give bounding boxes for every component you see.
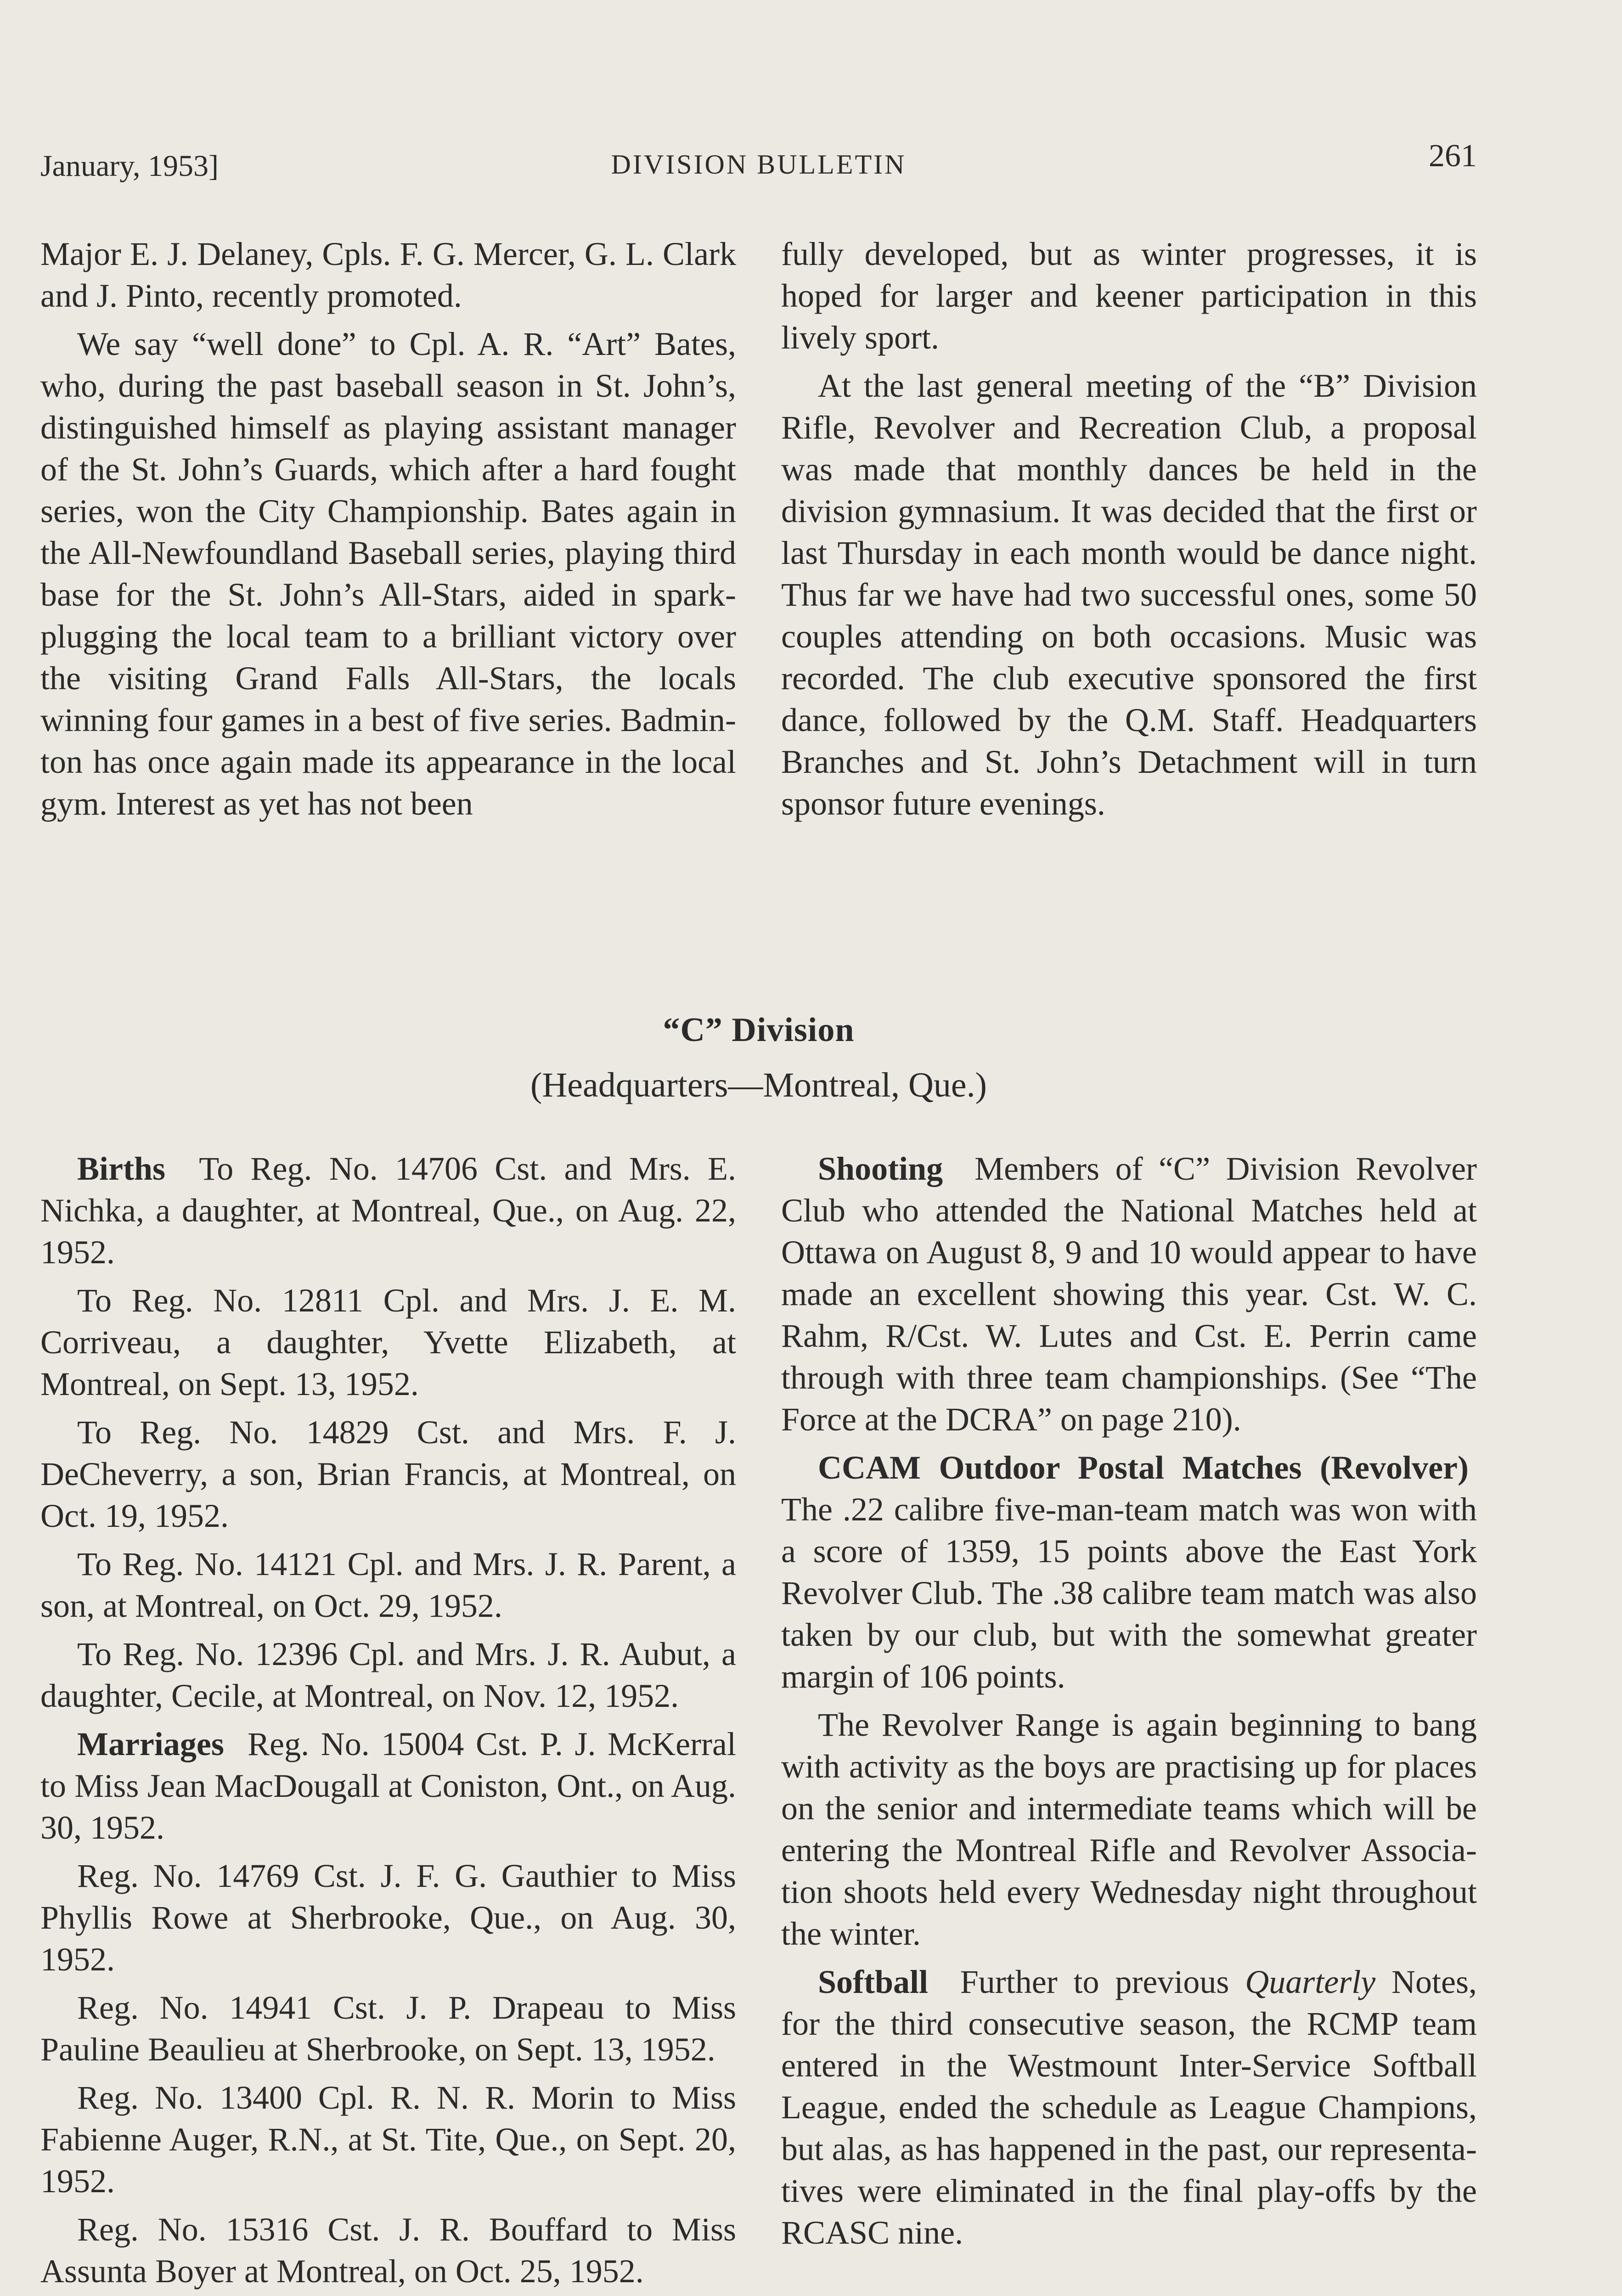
section-heading	[40, 1005, 1477, 1110]
birth-notice: To Reg. No. 14829 Cst. and Mrs. F. J. DeCheverry, a son, Brian Francis, at Montreal, on Oct. 19, 1952.	[40, 1414, 736, 1534]
top-right-column	[781, 233, 1477, 825]
top-left-column	[40, 233, 736, 825]
page-number: 261	[1429, 138, 1477, 174]
birth-notice: To Reg. No. 12811 Cpl. and Mrs. J. E. M. Corriveau, a daughter, Yvette Elizabeth, at Montreal, on Sept. 13, 1952.	[40, 1282, 736, 1402]
marriage-notice: Reg. No. 15316 Cst. J. R. Bouffard to Miss Assunta Boyer at Montreal, on Oct. 25, 1952.	[40, 2211, 736, 2290]
range-paragraph: The Revolver Range is again beginning to bang with activity as the boys are practising up for places on the senior and intermediate teams which will be entering the Montreal Rifle and Revolver Association shoots held every Wednesday night throughout the winter.	[781, 1706, 1477, 1952]
birth-notice: To Reg. No. 12396 Cpl. and Mrs. J. R. Aubut, a daughter, Cecile, at Montreal, on Nov. 12, 1952.	[40, 1636, 736, 1714]
paragraph: Major E. J. Delaney, Cpls. F. G. Mercer, G. L. Clark and J. Pinto, recently promoted.	[40, 236, 736, 314]
section-title: “C” Division	[663, 1011, 855, 1049]
softball-text: Notes, for the third consecutive season, the RCMP team entered in the Westmount Inter-Service Softball League, ended the schedule as League Champions, but alas, as has happened in the past, our representatives were eliminated in the final play-offs by the RCASC nine.	[781, 1964, 1477, 2251]
marriage-notice: Reg. No. 14769 Cst. J. F. G. Gauthier to Miss Phyllis Rowe at Sherbrooke, Que., on Aug. 30, 1952.	[40, 1857, 736, 1978]
marriage-notice: Reg. No. 14941 Cst. J. P. Drapeau to Miss Pauline Beaulieu at Sherbrooke, on Sept. 13, 1952.	[40, 1989, 736, 2068]
ccam-heading: CCAM Outdoor Postal Matches (Revolver)	[818, 1449, 1469, 1486]
bottom-right-column	[781, 1148, 1477, 2254]
paragraph: We say “well done” to Cpl. A. R. “Art” Bates, who, during the past baseball season in St. John’s, distinguished himself as playing assistant manager of the St. John’s Guards, which after a hard fought series, won the City Championship. Bates again in the All-Newfoundland Baseball series, playing third base for the St. John’s All-Stars, aided in spark-plugging the local team to a brilliant victory over the visiting Grand Falls All-Stars, the locals winning four games in a best of five series. Badminton has once again made its appearance in the local gym. Interest as yet has not been	[40, 326, 736, 822]
shooting-heading: Shooting	[818, 1150, 943, 1187]
births-text: To Reg. No. 14706 Cst. and Mrs. E. Nichka, a daughter, at Montreal, Que., on Aug. 22, 1952.	[40, 1150, 736, 1271]
issue-date: January, 1953]	[40, 149, 219, 183]
marriages-heading: Marriages	[77, 1726, 224, 1762]
softball-paragraph	[781, 1961, 1477, 2254]
shooting-paragraph	[781, 1148, 1477, 1441]
ccam-text: The .22 calibre five-man-team match was won with a score of 1359, 15 points above the East York Revolver Club. The .38 calibre team match was also taken by our club, but with the somewhat greater margin of 106 points.	[781, 1491, 1477, 1695]
section-subtitle: (Headquarters—Montreal, Que.)	[530, 1066, 987, 1104]
births-paragraph	[40, 1148, 736, 1273]
running-head	[40, 138, 1477, 193]
marriages-paragraph	[40, 1723, 736, 1849]
publication-title: DIVISION BULLETIN	[611, 149, 907, 180]
birth-notice: To Reg. No. 14121 Cpl. and Mrs. J. R. Parent, a son, at Montreal, on Oct. 29, 1952.	[40, 1546, 736, 1624]
ccam-paragraph	[781, 1447, 1477, 1698]
bottom-left-column	[40, 1148, 736, 2296]
marriages-text: Reg. No. 15004 Cst. P. J. McKerral to Miss Jean MacDougall at Coniston, Ont., on Aug. 30, 1952.	[40, 1726, 736, 1846]
marriage-notice: Reg. No. 13400 Cpl. R. N. R. Morin to Miss Fabienne Auger, R.N., at St. Tite, Que., on Sept. 20, 1952.	[40, 2079, 736, 2200]
paragraph: fully developed, but as winter progresses, it is hoped for larger and keener participation in this lively sport.	[781, 236, 1477, 356]
births-heading: Births	[77, 1150, 166, 1187]
softball-text-lead: Further to previous	[960, 1964, 1229, 2000]
paragraph: At the last general meeting of the “B” Division Rifle, Revolver and Recreation Club, a proposal was made that monthly dances be held in the division gymnasium. It was decided that the first or last Thursday in each month would be dance night. Thus far we have had two successful ones, some 50 couples attending on both occasions. Music was recorded. The club executive sponsored the first dance, followed by the Q.M. Staff. Headquarters Branches and St. John’s Detachment will in turn sponsor future evenings.	[781, 367, 1477, 822]
softball-heading: Softball	[818, 1964, 929, 2000]
quarterly-title: Quarterly	[1245, 1964, 1376, 2000]
shooting-text: Members of “C” Division Revolver Club who attended the National Matches held at Ottawa on August 8, 9 and 10 would appear to have made an excellent showing this year. Cst. W. C. Rahm, R/Cst. W. Lutes and Cst. E. Perrin came through with three team championships. (See “The Force at the DCRA” on page 210).	[781, 1150, 1477, 1438]
